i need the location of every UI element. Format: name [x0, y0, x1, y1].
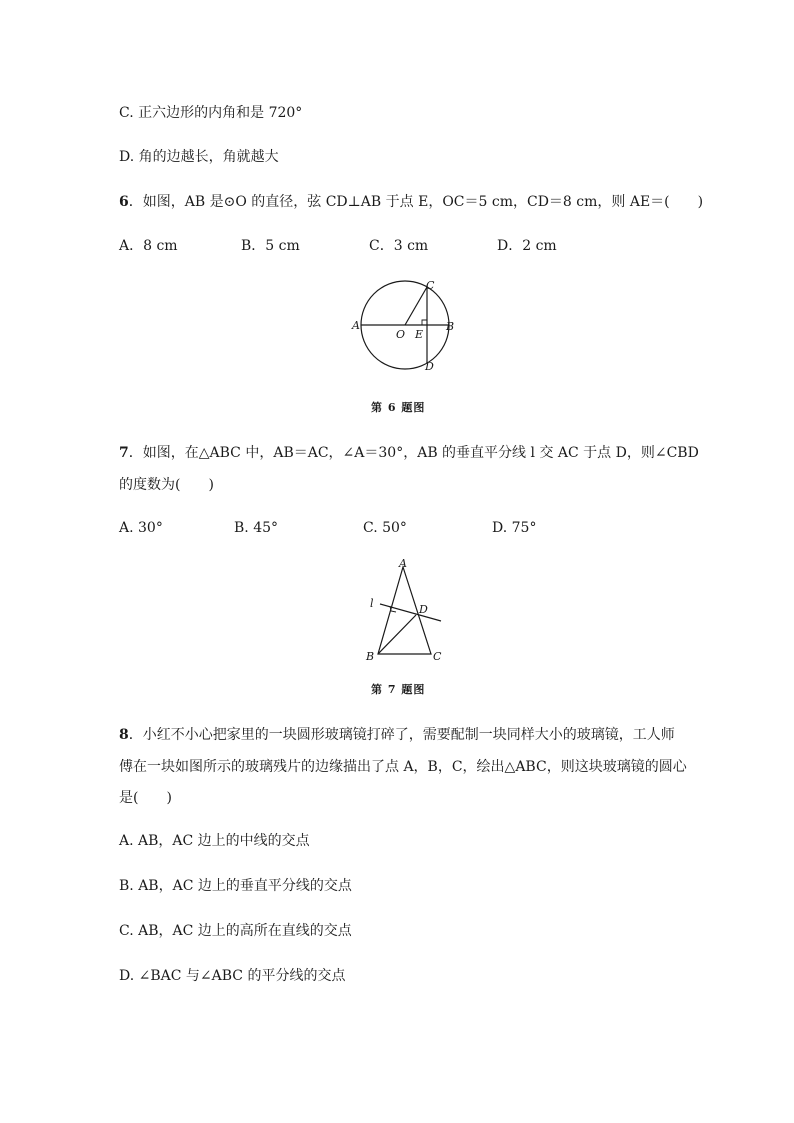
q6-figure-caption: 第 6 题图 [371, 401, 426, 414]
q6-label-d: D [425, 360, 434, 373]
q6-option-c: C．3 cm [369, 238, 429, 254]
q6-label-a: A [352, 319, 360, 332]
q8-stem-line1 [119, 726, 675, 744]
q7-option-d: D. 75° [492, 520, 537, 536]
q7-label-l: l [370, 597, 374, 610]
q8-option-c: C. AB，AC 边上的高所在直线的交点 [119, 923, 352, 939]
q6-stem-text: ．如图，AB 是⊙O 的直径，弦 CD⊥AB 于点 E，OC＝5 cm，CD＝8 cm，则 AE＝( ) [128, 194, 704, 210]
q7-bisector-l [380, 604, 441, 621]
q6-label-o: O [396, 328, 406, 341]
q7-option-b: B. 45° [234, 520, 279, 536]
q6-option-d: D．2 cm [497, 238, 557, 254]
q8-stem-line3: 是( ) [119, 790, 172, 806]
q7-label-b: B [366, 650, 375, 663]
q6-label-e: E [415, 328, 424, 341]
q6-label-c: C [426, 279, 435, 292]
q7-label-a: A [399, 557, 407, 570]
q6-number: 6 [119, 194, 129, 210]
q8-stem-line2: 傅在一块如图所示的玻璃残片的边缘描出了点 A，B，C，绘出△ABC，则这块玻璃镜的圆心 [119, 759, 687, 775]
q8-option-b: B. AB，AC 边上的垂直平分线的交点 [119, 878, 352, 894]
q6-label-b: B [446, 320, 455, 333]
q8-stem-text: ．小红不小心把家里的一块圆形玻璃镜打碎了，需要配制一块同样大小的玻璃镜，工人师 [128, 727, 675, 743]
q8-number: 8 [119, 727, 129, 743]
q7-stem-text: ．如图，在△ABC 中，AB＝AC，∠A＝30°，AB 的垂直平分线 l 交 AC 于点 D，则∠CBD [128, 445, 699, 461]
q8-option-d: D. ∠BAC 与∠ABC 的平分线的交点 [119, 968, 346, 984]
q8-option-a: A. AB，AC 边上的中线的交点 [119, 833, 310, 849]
q6-option-a: A．8 cm [119, 238, 178, 254]
q7-option-c: C. 50° [363, 520, 407, 536]
q7-label-c: C [433, 650, 442, 663]
q6-option-b: B．5 cm [241, 238, 300, 254]
q7-number: 7 [119, 445, 129, 461]
q7-figure-caption: 第 7 题图 [371, 683, 426, 696]
q7-label-d: D [419, 603, 428, 616]
q5-option-c: C. 正六边形的内角和是 720° [119, 105, 303, 121]
q7-stem-line2: 的度数为( ) [119, 477, 214, 493]
q7-option-a: A. 30° [119, 520, 163, 536]
q5-option-d: D. 角的边越长，角就越大 [119, 149, 279, 165]
